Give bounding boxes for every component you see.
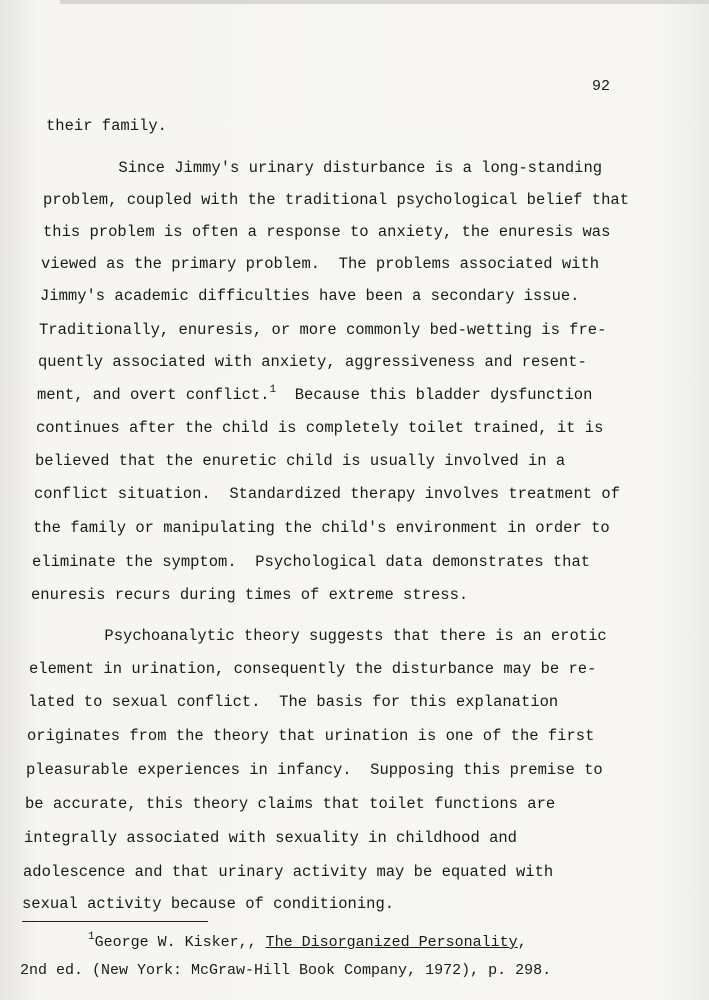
footnote-comma: , xyxy=(517,934,527,951)
body-line-22: integrally associated with sexuality in childhood and xyxy=(24,829,517,847)
body-line-7: Traditionally, enuresis, or more commonly bed-wetting is fre- xyxy=(39,321,607,339)
body-line-4: this problem is often a response to anxiety, the enuresis was xyxy=(43,223,611,241)
body-line-5: viewed as the primary problem. The problems associated with xyxy=(41,255,600,273)
body-line-15: enuresis recurs during times of extreme stress. xyxy=(31,586,469,604)
body-line-9-tail: Because this bladder dysfunction xyxy=(276,386,593,404)
footnote-line-2: 2nd ed. (New York: McGraw-Hill Book Company, 1972), p. 298. xyxy=(20,962,552,979)
body-line-12: conflict situation. Standardized therapy involves treatment of xyxy=(34,485,620,503)
body-line-24: sexual activity because of conditioning. xyxy=(22,895,395,913)
body-line-10: continues after the child is completely toilet trained, it is xyxy=(36,419,604,437)
footnote-line-1 xyxy=(88,931,527,953)
body-line-21: be accurate, this theory claims that toilet functions are xyxy=(25,795,556,813)
body-line-3: problem, coupled with the traditional psychological belief that xyxy=(43,191,629,209)
body-line-6: Jimmy's academic difficulties have been a secondary issue. xyxy=(40,287,580,305)
body-line-9 xyxy=(37,385,592,407)
page-top-edge xyxy=(60,0,709,4)
body-line-2: Since Jimmy's urinary disturbance is a long-standing xyxy=(44,159,603,177)
body-line-19: originates from the theory that urination is one of the first xyxy=(27,727,595,745)
footnote-marker: 1 xyxy=(88,931,95,943)
body-line-23: adolescence and that urinary activity may be equated with xyxy=(23,863,554,881)
body-line-14: eliminate the symptom. Psychological data demonstrates that xyxy=(32,553,591,571)
body-line-16: Psychoanalytic theory suggests that there is an erotic xyxy=(30,627,607,645)
body-line-9-text: ment, and overt conflict. xyxy=(37,386,270,404)
footnote-book-title: The Disorganized Personality xyxy=(265,934,518,951)
body-line-20: pleasurable experiences in infancy. Supposing this premise to xyxy=(26,761,603,779)
body-line-8: quently associated with anxiety, aggressiveness and resent- xyxy=(38,353,587,371)
body-line-18: lated to sexual conflict. The basis for this explanation xyxy=(28,693,559,711)
body-line-11: believed that the enuretic child is usually involved in a xyxy=(35,452,566,470)
footnote-separator xyxy=(22,921,208,922)
body-line-13: the family or manipulating the child's environment in order to xyxy=(33,519,610,537)
footnote-author: George W. Kisker,, xyxy=(94,934,266,951)
footnote-reference: 1 xyxy=(269,384,277,396)
body-line-17: element in urination, consequently the disturbance may be re- xyxy=(29,660,597,678)
body-line-1: their family. xyxy=(46,117,167,135)
page-number: 92 xyxy=(592,78,611,95)
